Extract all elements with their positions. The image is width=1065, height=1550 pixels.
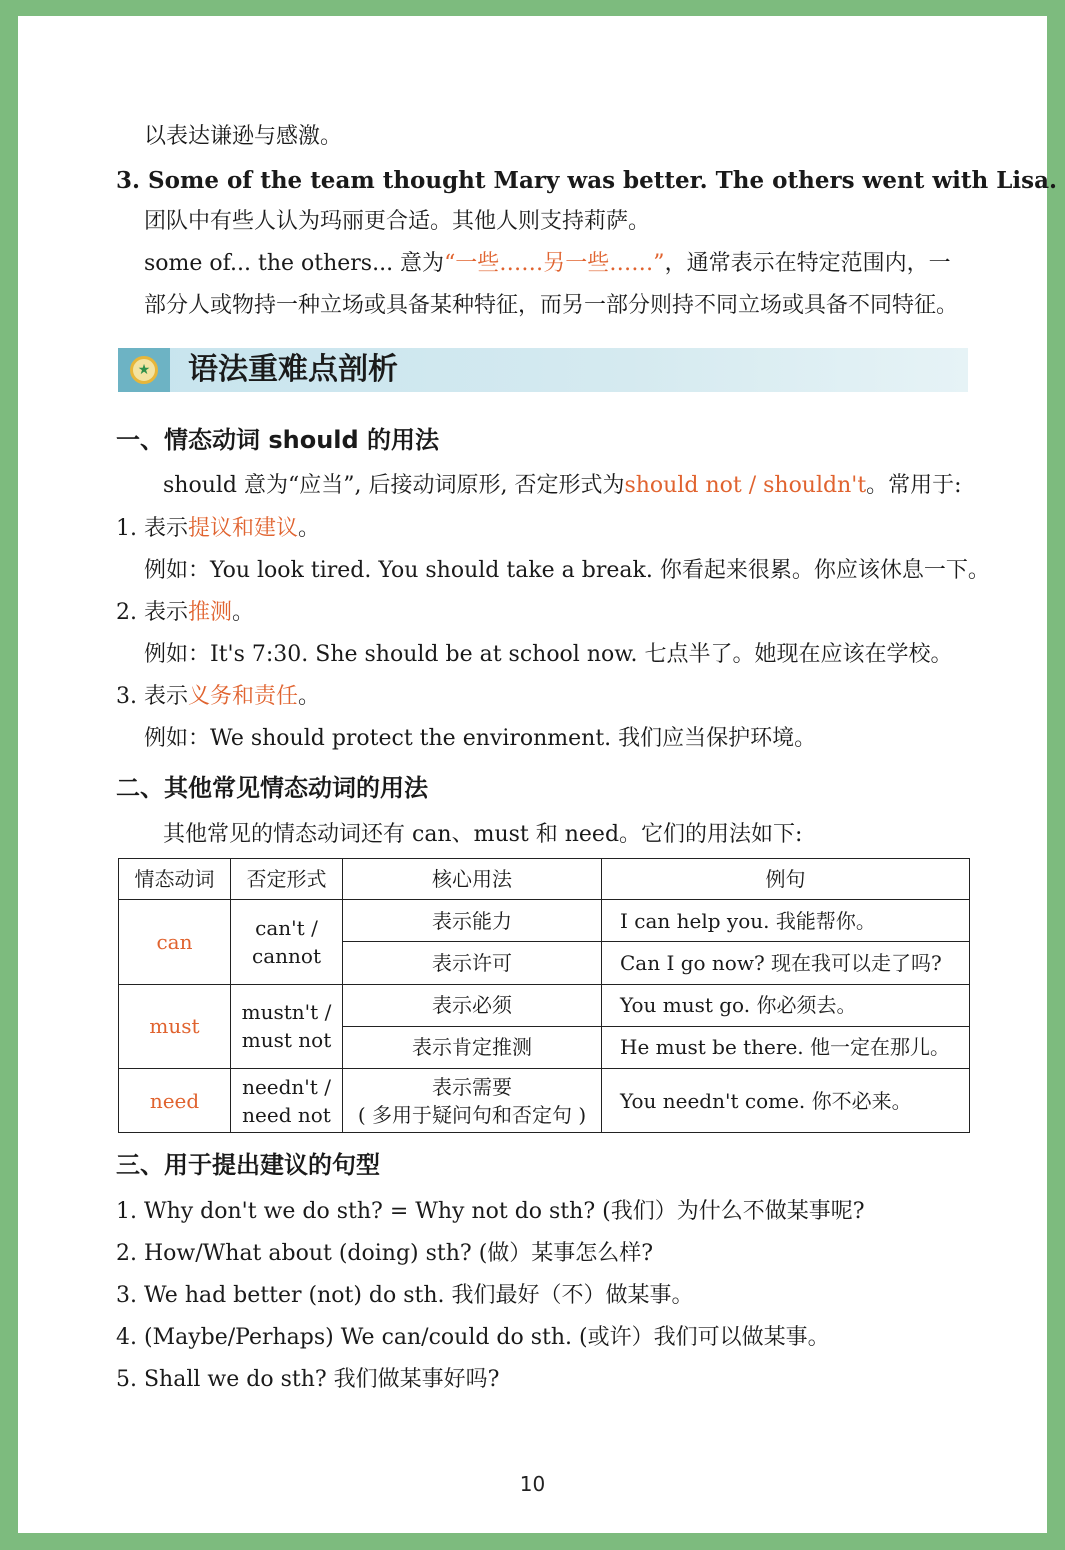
pattern-item: 5. Shall we do sth? 我们做某事好吗? xyxy=(116,1367,500,1392)
intro-line: 以表达谦逊与感激。 xyxy=(144,124,343,149)
pattern-item: 1. Why don't we do sth? = Why not do sth? (我们）为什么不做某事呢? xyxy=(116,1199,865,1224)
verb-cell: can xyxy=(119,900,231,985)
usage-item: 1. 表示提议和建议。 xyxy=(116,516,321,541)
section-1-intro: should 意为“应当”, 后接动词原形, 否定形式为should not / shouldn't。常用于: xyxy=(163,473,962,498)
usage-cell: 表示必须 xyxy=(343,984,602,1026)
usage-item: 2. 表示推测。 xyxy=(116,600,255,625)
page xyxy=(18,16,1057,1533)
usage-cell: 表示许可 xyxy=(343,942,602,984)
table-row xyxy=(119,900,970,942)
pattern-item: 3. We had better (not) do sth. 我们最好（不）做某事。 xyxy=(116,1283,694,1308)
usage-cell: 表示需要 ( 多用于疑问句和否定句 ) xyxy=(343,1069,602,1133)
header-cell: 例句 xyxy=(602,859,970,900)
usage-example: 例如：We should protect the environment. 我们应当保护环境。 xyxy=(144,726,817,751)
header-cell: 情态动词 xyxy=(119,859,231,900)
usage-item: 3. 表示义务和责任。 xyxy=(116,684,321,709)
usage-example: 例如：It's 7:30. She should be at school now. 七点半了。她现在应该在学校。 xyxy=(144,642,953,667)
table-row xyxy=(119,984,970,1026)
example-cell: You must go. 你必须去。 xyxy=(602,984,970,1026)
example-cell: Can I go now? 现在我可以走了吗? xyxy=(602,942,970,984)
negative-cell: mustn't / must not xyxy=(231,984,343,1069)
example-cell: You needn't come. 你不必来。 xyxy=(602,1069,970,1133)
section-2-heading: 二、其他常见情态动词的用法 xyxy=(116,774,428,802)
table-header-row xyxy=(119,859,970,900)
section-3-heading: 三、用于提出建议的句型 xyxy=(116,1151,380,1179)
star-medal-icon: ★ xyxy=(118,348,170,392)
negative-cell: can't / cannot xyxy=(231,900,343,985)
pattern-item: 2. How/What about (doing) sth? (做）某事怎么样? xyxy=(116,1241,654,1266)
negative-cell: needn't / need not xyxy=(231,1069,343,1133)
header-cell: 核心用法 xyxy=(343,859,602,900)
example-cell: I can help you. 我能帮你。 xyxy=(602,900,970,942)
usage-cell: 表示能力 xyxy=(343,900,602,942)
page-number: 10 xyxy=(519,1472,546,1496)
example-cell: He must be there. 他一定在那儿。 xyxy=(602,1026,970,1068)
table-row xyxy=(119,1069,970,1133)
modal-verbs-table xyxy=(118,858,970,1133)
pattern-item: 4. (Maybe/Perhaps) We can/could do sth. (或许）我们可以做某事。 xyxy=(116,1325,830,1350)
section-1-heading: 一、情态动词 should 的用法 xyxy=(116,426,440,454)
verb-cell: need xyxy=(119,1069,231,1133)
usage-cell: 表示肯定推测 xyxy=(343,1026,602,1068)
usage-example: 例如：You look tired. You should take a break. 你看起来很累。你应该休息一下。 xyxy=(144,558,990,583)
verb-cell: must xyxy=(119,984,231,1069)
item-3-english: 3. Some of the team thought Mary was better. The others went with Lisa. xyxy=(116,167,1057,194)
item-3-chinese: 团队中有些人认为玛丽更合适。其他人则支持莉萨。 xyxy=(144,209,651,234)
note-line-1: some of... the others... 意为“一些……另一些……”，通常表示在特定范围内，一 xyxy=(144,251,951,276)
note-line-2: 部分人或物持一种立场或具备某种特征，而另一部分则持不同立场或具备不同特征。 xyxy=(144,293,959,318)
section-2-intro: 其他常见的情态动词还有 can、must 和 need。它们的用法如下: xyxy=(163,822,803,847)
banner-title: 语法重难点剖析 xyxy=(188,352,398,387)
header-cell: 否定形式 xyxy=(231,859,343,900)
